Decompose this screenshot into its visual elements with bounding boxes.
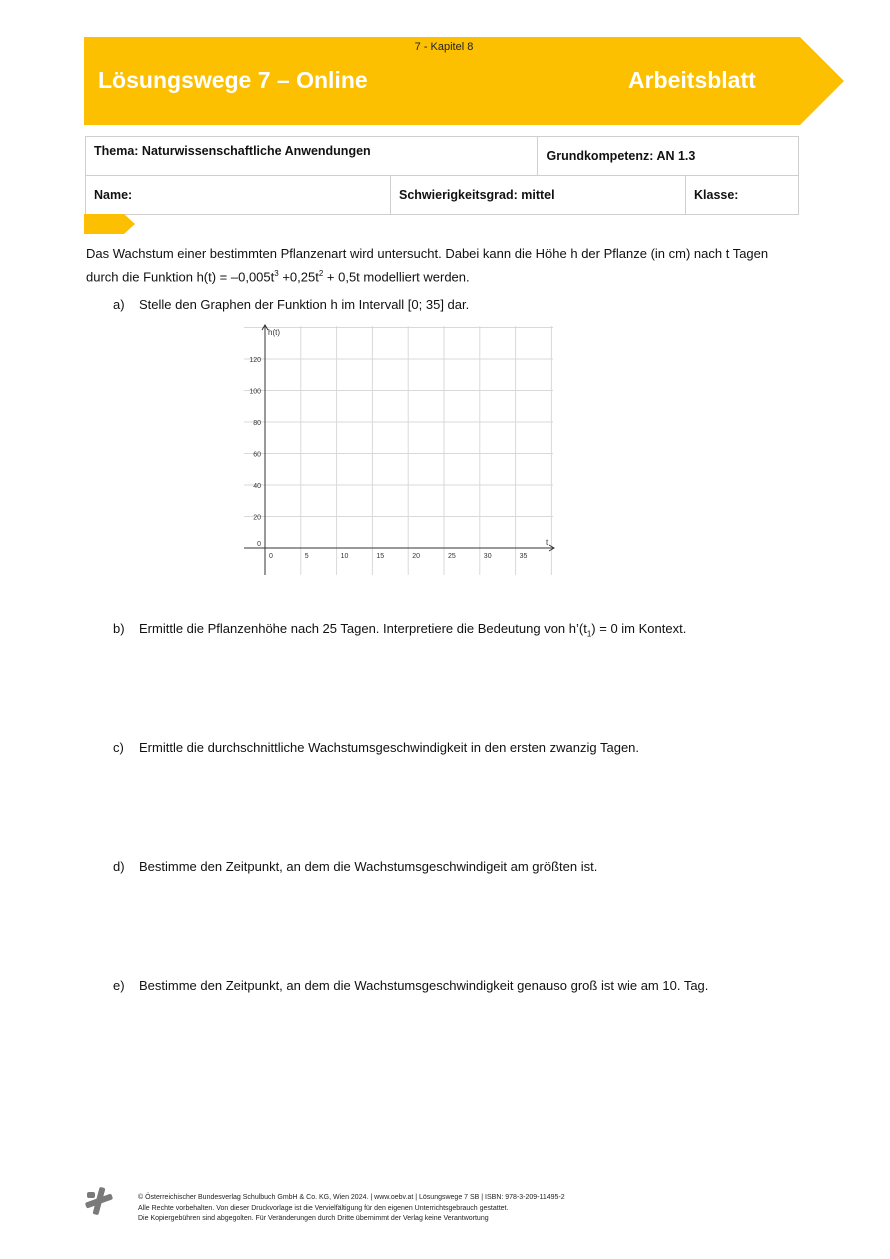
- x-tick-label: 0: [269, 553, 273, 560]
- book-title: Lösungswege 7 – Online: [98, 67, 368, 93]
- chapter-label: 7 - Kapitel 8: [414, 41, 474, 53]
- intro-paragraph: [86, 244, 806, 287]
- question-label: b): [113, 621, 125, 636]
- x-tick-label: 5: [304, 553, 309, 560]
- publisher-logo-icon: [84, 1186, 114, 1216]
- question-text: Bestimme den Zeitpunkt, an dem die Wachstumsgeschwindigeit am größten ist.: [139, 859, 598, 874]
- x-tick-label: 30: [483, 553, 492, 560]
- name-field[interactable]: Name:: [86, 176, 391, 215]
- question-label: e): [113, 978, 125, 993]
- x-tick-label: 10: [340, 553, 349, 560]
- x-tick-label: 20: [412, 553, 420, 560]
- footer-line-2: Alle Rechte vorbehalten. Von dieser Druckvorlage ist die Vervielfältigung für den eigenen Unterrichtsgebrauch gestattet.: [138, 1204, 509, 1212]
- y-tick-label: 120: [249, 357, 261, 364]
- x-tick-label: 15: [376, 553, 385, 560]
- question-text: Ermittle die durchschnittliche Wachstumsgeschwindigkeit in den ersten zwanzig Tagen.: [139, 740, 640, 755]
- y-axis-label: h(t): [268, 328, 280, 337]
- info-table: [85, 136, 799, 215]
- x-tick-label: 35: [519, 553, 528, 560]
- question-text: Stelle den Graphen der Funktion h im Intervall [0; 35] dar.: [139, 297, 470, 312]
- x-tick-label: 25: [448, 553, 456, 560]
- question-c: [113, 740, 639, 755]
- y-tick-label: 60: [253, 451, 261, 459]
- y-tick-label: 0: [257, 541, 261, 548]
- class-field[interactable]: Klasse:: [686, 176, 799, 215]
- question-label: d): [113, 859, 125, 874]
- y-tick-label: 80: [253, 420, 261, 427]
- y-tick-label: 20: [253, 514, 261, 522]
- question-label: c): [113, 740, 124, 755]
- question-d: [113, 859, 597, 874]
- difficulty-cell: Schwierigkeitsgrad: mittel: [391, 176, 686, 215]
- question-label: a): [113, 297, 125, 312]
- intro-line-2: durch die Funktion $h(t) = -0,005t^3 +0,25t^2 + 0,5t$ modelliert werden.: [86, 269, 470, 285]
- intro-line-1: Das Wachstum einer bestimmten Pflanzenart wird untersucht. Dabei kann die Höhe h der Pflanze (in cm) nach t Tagen: [86, 246, 769, 261]
- tab-arrow-icon: [84, 214, 136, 234]
- y-tick-label: 40: [253, 483, 261, 490]
- question-text: Ermittle die Pflanzenhöhe nach 25 Tagen. Interpretiere die Bedeutung von h’(t: [139, 621, 587, 636]
- coordinate-grid[interactable]: [240, 322, 560, 580]
- header-banner: [84, 37, 844, 125]
- question-b: b) Ermittle die Pflanzenhöhe nach 25 Tagen. Interpretiere die Bedeutung von $h’(t_1) = 0$ im Kontext.: [113, 621, 687, 639]
- topic-cell: Thema: Naturwissenschaftliche Anwendungen: [86, 137, 538, 176]
- question-e: [113, 978, 708, 993]
- footer-text: [138, 1193, 565, 1225]
- y-tick-label: 100: [249, 388, 261, 396]
- x-axis-label: t: [546, 538, 549, 547]
- footer-line-3: Die Kopiergebühren sind abgegolten. Für Veränderungen durch Dritte übernimmt der Verlag keine Verantwortung: [138, 1215, 489, 1222]
- question-text: Bestimme den Zeitpunkt, an dem die Wachstumsgeschwindigkeit genauso groß ist wie am 10. Tag.: [139, 978, 709, 993]
- footer-line-1: © Österreichischer Bundesverlag Schulbuch GmbH & Co. KG, Wien 2024. | www.oebv.at | Lösungswege 7 SB | ISBN: 978-3-209-11495-2: [138, 1194, 565, 1201]
- question-a: [113, 297, 469, 312]
- competence-cell: Grundkompetenz: AN 1.3: [538, 137, 799, 176]
- doc-type-title: Arbeitsblatt: [628, 67, 756, 93]
